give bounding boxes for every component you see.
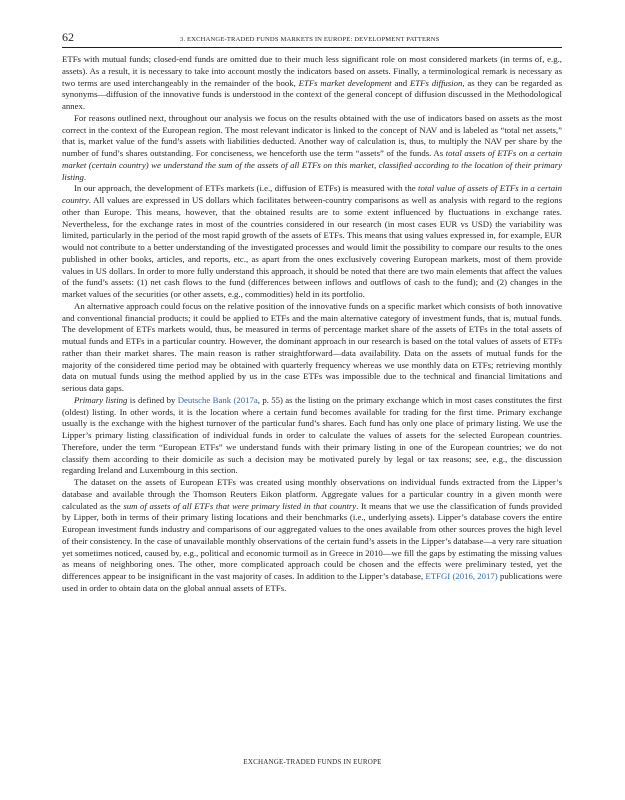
body-text [62, 54, 562, 595]
paragraph [62, 301, 562, 395]
paragraph [62, 183, 562, 301]
text-run: ETFs with mutual funds; closed-end funds are omitted due to their much less significant role on most considered markets (in terms of, e.g., assets). As a result, it is necessary to take into account mostly the indicators based on assets. Finally, a terminological remark is necessary as two terms are used interchangeably in the remainder of the book, [62, 54, 562, 88]
text-run: , p. 55) as the listing on the primary exchange which in most cases constitutes the first (oldest) listing. In other words, it is the location where a certain fund becomes available for trading for the first time. Primary exchange usually is the exchange with the highest turnover of the particular fund’s shares. Each fund has only one place of primary listing. We use the Lipper’s primary listing classification of individual funds in order to calculate the values of assets for the selected European countries. Therefore, under the term “European ETFs” we understand funds with their primary listing in one of the European countries; we do not classify them according to their domicile as such a decision may be motivated purely by legal or tax reasons; see, e.g., the discussion regarding Ireland and Luxembourg in this section. [62, 394, 562, 476]
paragraph [62, 113, 562, 184]
emphasized-text: total assets of ETFs on a certain market (certain country) we understand the sum of the assets of all ETFs on this market, classified according to the location of their primary listing [62, 148, 563, 182]
page-footer: EXCHANGE-TRADED FUNDS IN EUROPE [243, 758, 382, 766]
page-number: 62 [62, 30, 74, 44]
text-run: The dataset on the assets of European ETFs was created using monthly observations on individual funds extracted from the Lipper’s database and available through the Thomson Reuters Eikon platform. Aggregate values for a particular country in a given month were calculated as the [62, 477, 562, 511]
paragraph [62, 477, 562, 595]
text-run: is defined by [127, 394, 178, 405]
emphasized-text: ETFs diffusion [409, 77, 463, 88]
text-run: An alternative approach could focus on the relative position of the innovative funds on a specific market which consists of both innovative and conventional financial products; it could be applied to ETFs and the main alternative category of investment funds, that is, mutual funds. The development of ETFs markets would, thus, be measured in terms of percentage market share of the assets of ETFs in the total assets of mutual funds and ETFs in a particular country. However, the dominant approach in our research is based on the total values of assets of ETFs rather than their market shares. The main reason is rather straightforward—data availability. Data on the assets of mutual funds for the majority of the considered time period may be obtained with quarterly frequency whereas we use monthly data on ETFs; retrieving monthly data on mutual funds using the method applied by us in the case ETFs was impossible due to the technical and financial limitations and serious data gaps. [62, 300, 562, 393]
paragraph [62, 54, 562, 113]
text-run: In our approach, the development of ETFs markets (i.e., diffusion of ETFs) is measured with the [74, 183, 419, 194]
text-run: and [391, 77, 410, 88]
text-run: For reasons outlined next, throughout our analysis we focus on the results obtained with the use of indicators based on assets as the most correct in the context of the European region. The most relevant indicator is linked to the concept of NAV and is labeled as “total net assets,” that is, market value of the fund’s assets with liabilities deducted. Another way of calculation is, thus, to multiply the NAV per share by the number of fund’s shares outstanding. For conciseness, we henceforth use the term “assets” of the funds. As [62, 112, 562, 158]
emphasized-text: sum of assets of all ETFs that were primary listed in that country [123, 500, 357, 511]
text-run: publications were used in order to obtain data on the global annual assets of ETFs. [62, 571, 562, 593]
emphasized-text: Primary listing [74, 394, 128, 405]
paragraph [62, 395, 562, 477]
citation-link[interactable]: Deutsche Bank (2017a [177, 394, 258, 405]
citation-link[interactable]: ETFGI (2016, 2017) [425, 571, 498, 581]
text-run: . [83, 171, 87, 182]
page-header [62, 31, 562, 48]
text-run: . It means that we use the classification of funds provided by Lipper, both in terms of their primary listing locations and their benchmarks (i.e., underlying assets). Lipper’s database covers the entire European investment funds industry and comparisons of our aggregated values to the ones available from other sources proves the high level of their consistency. In the case of unavailable monthly observations of the certain fund’s assets in the Lipper’s database—a very rare situation yet sometimes noticed, caused by, e.g., political and economic turmoil as in Greece in 2010—we fill the gaps by estimating the missing values as means of neighboring ones. The other, more complicated approach could be chosen and the effects were preliminary tested, yet the differences appear to be insignificant in the vast majority of cases. In addition to the Lipper’s database, [62, 500, 562, 581]
emphasized-text: total value of assets of ETFs in a certain country [62, 183, 562, 205]
text-run: , as they can be regarded as synonyms—diffusion of the innovative funds is understood in the context of the general concept of diffusion discussed in the Methodological annex. [62, 77, 562, 111]
text-run: . All values are expressed in US dollars which facilitates between-country comparisons as well as analysis with regard to the regions other than Europe. This means, however, that the obtained results are to some extent influenced by fluctuations in exchange rates. Nevertheless, for the exchange rates in most of the countries considered in our research (in most cases EUR vs USD) the variability was limited, particularly in the period of the most rapid growth of the assets of ETFs. This means that using values expressed in, for example, EUR would not contribute to a better understanding of the investigated processes and would limit the possibility to compare our results to the ones published in other books, articles, and reports, etc., as apart from the ones exclusively covering European markets, most of them provide values in US dollars. In order to more fully understand this approach, it should be noted that there are two main elements that affect the values of the fund’s assets: (1) net cash flows to the fund (differences between inflows and outflows of cash to the fund); and (2) changes in the market values of the securities (or other assets, e.g., commodities) held in its portfolio. [62, 195, 562, 299]
running-head: 3. EXCHANGE-TRADED FUNDS MARKETS IN EUROPE: DEVELOPMENT PATTERNS [180, 36, 440, 43]
emphasized-text: ETFs market development [298, 77, 392, 88]
